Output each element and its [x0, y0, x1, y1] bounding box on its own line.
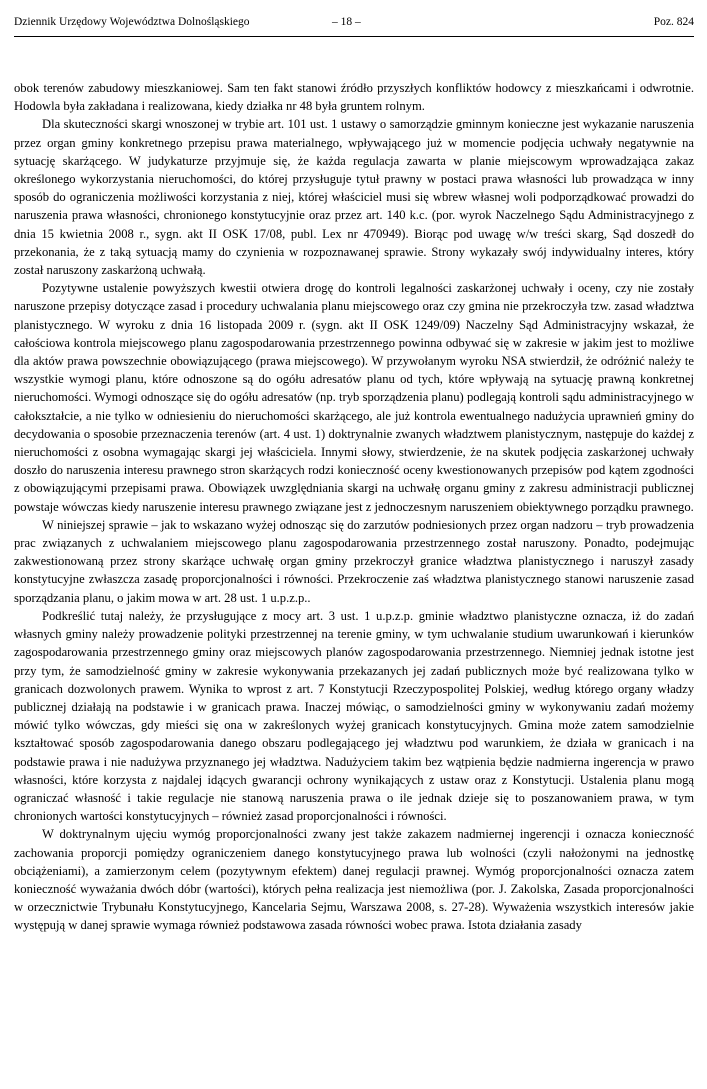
- page-header: [14, 14, 694, 30]
- paragraph-5: Podkreślić tutaj należy, że przysługujące z mocy art. 3 ust. 1 u.p.z.p. gminie władztwo planistyczne oznacza, iż do zadań własnych gminy należy prowadzenie polityki przestrzennej na terenie gminy, w tym uchwalanie studium uwarunkowań i kierunków zagospodarowania przestrzennego gminy oraz miejscowych planów zagospodarowania przestrzennego. Niemniej jednak istotne jest przy tym, że samodzielność gminy w zakresie wykonywania przekazanych jej zadań publicznych może być realizowana tylko w granicach dozwolonych prawem. Wynika to wprost z art. 7 Konstytucji Rzeczypospolitej Polskiej, według którego organy władzy publicznej działają na podstawie i w granicach prawa. Inaczej mówiąc, o samodzielności gminy w wykonywaniu zadań możemy mówić tylko wówczas, gdy mieści się ona w zakreślonych wyżej granicach konstytucyjnych. Gmina może zatem samodzielnie kształtować sposób zagospodarowania danego obszaru podlegającego jej władztwu pod warunkiem, że działa w granicach i na podstawie prawa i nie nadużywa przyznanego jej władztwa. Nadużyciem takim bez wątpienia będzie nadmierna ingerencja w prawo własności, które korzysta z najdalej idących gwarancji ochrony wynikających z ustaw oraz z Konstytucji. Ustalenia planu mogą ograniczać własność i takie regulacje nie stanową naruszenia prawa o ile jednak dzieje się to poszanowaniem prawa, w tym chronionych wartości konstytucyjnych – również zasad proporcjonalności i równości.: [14, 608, 694, 824]
- page-number: – 18 –: [332, 16, 361, 28]
- paragraph-1: obok terenów zabudowy mieszkaniowej. Sam ten fakt stanowi źródło przyszłych konfliktów hodowcy z mieszkańcami i odwrotnie. Hodowla była zakładana i realizowana, kiedy działka nr 48 była gruntem rolnym.: [14, 81, 694, 114]
- paragraph-3: Pozytywne ustalenie powyższych kwestii otwiera drogę do kontroli legalności zaskarżonej uchwały i oceny, czy nie zostały naruszone przepisy dotyczące zasad i procedury uchwalania planu miejscowego oraz czy gmina nie przekroczyła tzw. zasad władztwa planistycznego. W wyroku z dnia 16 listopada 2009 r. (sygn. akt II OSK 1249/09) Naczelny Sąd Administracyjny wskazał, że całościowa kontrola miejscowego planu zagospodarowania przestrzennego powinna odbywać się w zakresie w jakim jest to możliwe dla aktów prawa powszechnie obowiązującego (prawa miejscowego). W przywołanym wyroku NSA stwierdził, że odróżnić należy te wszystkie wymogi planu, które odnoszone są do ogółu adresatów planu od tych, które wpływają na sytuację prawną konkretnej nieruchomości. Wymogi odnoszące się do ogółu adresatów (np. tryb sporządzenia planu) podlegają kontroli sądu administracyjnego w całokształcie, a nie tylko w odniesieniu do nieruchomości skarżącego, ale już kontrola ewentualnego nadużycia uprawnień gminy do decydowania o sposobie przeznaczenia terenów (art. 4 ust. 1) doktrynalnie zwanych władztwem planistycznym, następuje do każdej z nieruchomości z osobna wymagając skargi jej właściciela. Innymi słowy, stwierdzenie, że na skutek podjęcia zaskarżonej uchwały doszło do naruszenia interesu prawnego stron skarżących rodzi konieczność oceny kwestionowanych przepisów pod kątem zgodności z obowiązującymi przepisami prawa. Obowiązek uwzględniania skargi na uchwałę organu gminy z zakresu administracji publicznej powstaje wówczas kiedy naruszenie interesu prawnego związane jest z jednoczesnym naruszeniem obiektywnego porządku prawnego.: [14, 281, 694, 514]
- paragraph-2: Dla skuteczności skargi wnoszonej w trybie art. 101 ust. 1 ustawy o samorządzie gminnym konieczne jest wykazanie naruszenia przez organ gminy konkretnego przepisu prawa materialnego, wpływającego już w momencie podjęcia uchwały negatywnie na sytuację skarżącego. W judykaturze przyjmuje się, że każda regulacja zawarta w planie miejscowym wprowadzająca zakaz określonego wykorzystania nieruchomości, do której przysługuje tytuł prawny w postaci prawa własności lub prowadząca w inny sposób do ograniczenia możliwości korzystania z niej, której właściciel musi się wbrew własnej woli podporządkować prowadzi do naruszenia prawa własności, chronionego konstytucyjnie oraz przez art. 140 k.c. (por. wyrok Naczelnego Sądu Administracyjnego z dnia 15 kwietnia 2008 r., sygn. akt II OSK 17/08, publ. Lex nr 470949). Biorąc pod uwagę w/w treści skarg, Sąd doszedł do przekonania, że z taką sytuacją mamy do czynienia w rozpoznawanej sprawie. Strony wykazały swój indywidualny interes, który został naruszony zaskarżoną uchwałą.: [14, 117, 694, 278]
- document-body: [14, 79, 694, 935]
- header-divider: [14, 36, 694, 37]
- paragraph-6: W doktrynalnym ujęciu wymóg proporcjonalności zwany jest także zakazem nadmiernej ingerencji i oznacza konieczność zachowania proporcji pomiędzy ograniczeniem danego konstytucyjnego prawa lub wolności (czyli nałożonymi na jednostkę obciążeniami), a zamierzonym celem (pozytywnym efektem) danej regulacji prawnej. Wymóg proporcjonalności oznacza zatem konieczność wyważania dwóch dóbr (wartości), których pełna realizacja jest niemożliwa (por. J. Zakolska, Zasada proporcjonalności w orzecznictwie Trybunału Konstytucyjnego, Kancelaria Sejmu, Warszawa 2008, s. 27-28). Wyważenia wszystkich interesów jakie występują w danej sprawie wymaga również podstawowa zasada równości wobec prawa. Istota działania zasady: [14, 827, 694, 933]
- position-number: Poz. 824: [653, 16, 694, 28]
- journal-title: Dziennik Urzędowy Województwa Dolnośląskiego: [14, 16, 250, 28]
- paragraph-4: W niniejszej sprawie – jak to wskazano wyżej odnosząc się do zarzutów podniesionych przez organ nadzoru – tryb prowadzenia prac związanych z uchwalaniem miejscowego planu zagospodarowania przestrzennego został naruszony. Ponadto, podejmując zakwestionowaną przez strony skarżące uchwałę organ gminy przekroczył granice władztwa planistycznego i naruszył zasady konstytucyjne zwłaszcza zasadę proporcjonalności i równości. Przekroczenie zaś władztwa planistycznego stanowi naruszenie zasad sporządzania planu, o jakim mowa w art. 28 ust. 1 u.p.z.p..: [14, 517, 694, 605]
